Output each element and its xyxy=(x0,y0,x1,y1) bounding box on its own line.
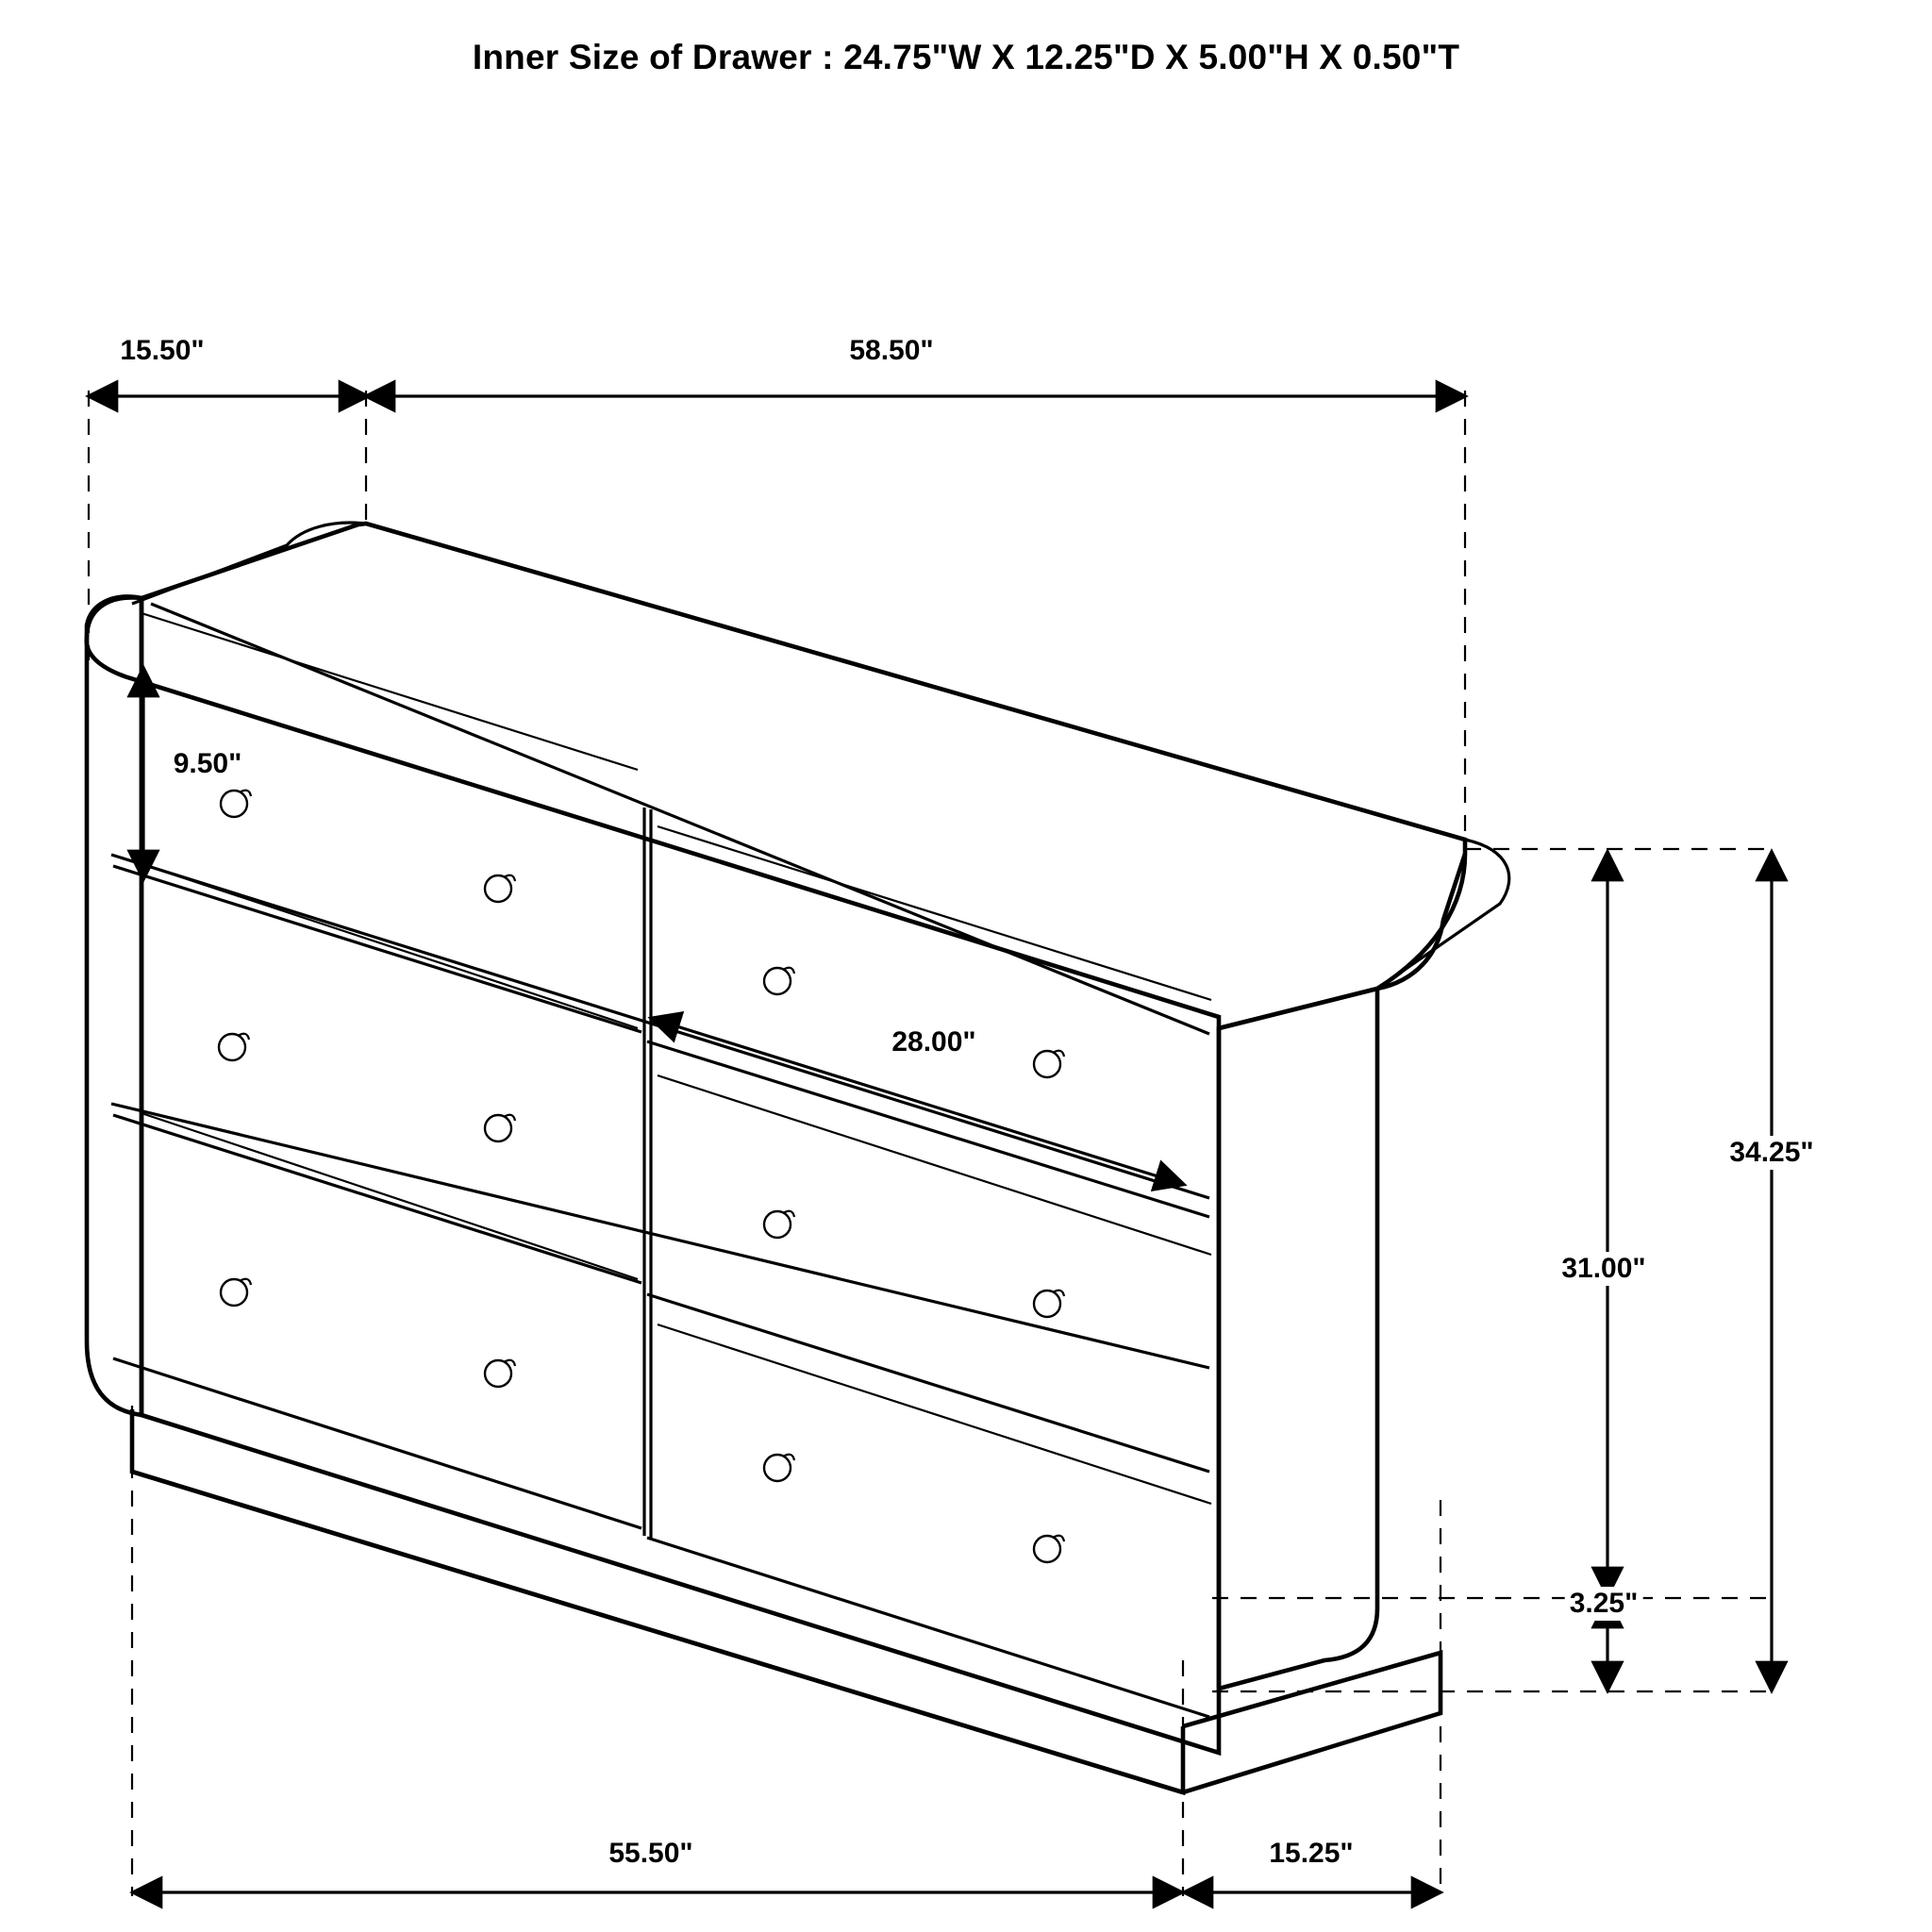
knob xyxy=(485,875,515,902)
dimension-label-side-depth-top: 15.50" xyxy=(115,334,208,368)
dimension-lines xyxy=(91,396,1772,1892)
dimension-label-base-width: 55.50" xyxy=(604,1837,697,1871)
dimension-label-base-height: 3.25" xyxy=(1565,1587,1643,1621)
knob xyxy=(485,1115,515,1141)
top-surface-detail xyxy=(127,523,1509,1028)
knob xyxy=(764,1211,794,1238)
knob xyxy=(764,968,794,994)
dimension-label-base-depth: 15.25" xyxy=(1264,1837,1357,1871)
knob xyxy=(764,1455,794,1481)
knob xyxy=(219,1034,249,1060)
knob xyxy=(485,1360,515,1387)
cabinet-outline xyxy=(87,524,1465,1028)
left-side-panel xyxy=(87,597,142,1415)
dimension-label-case-height: 31.00" xyxy=(1557,1252,1650,1286)
knob xyxy=(221,791,251,817)
plinth-detail xyxy=(1183,1653,1441,1753)
dimension-label-drawer-face-height: 9.50" xyxy=(169,747,247,781)
drawer-knobs xyxy=(219,791,1064,1562)
dimension-label-overall-width-top: 58.50" xyxy=(844,334,938,368)
page-title: Inner Size of Drawer : 24.75"W X 12.25"D X 5.00"H X 0.50"T xyxy=(472,38,1460,76)
right-side-panel xyxy=(1219,854,1465,1689)
extension-lines xyxy=(89,391,1774,1896)
knob xyxy=(1034,1536,1064,1562)
knob xyxy=(1034,1051,1064,1077)
knob xyxy=(221,1279,251,1306)
dimension-label-overall-height: 34.25" xyxy=(1724,1136,1818,1170)
dimension-label-drawer-width: 28.00" xyxy=(887,1025,980,1059)
knob xyxy=(1034,1291,1064,1317)
